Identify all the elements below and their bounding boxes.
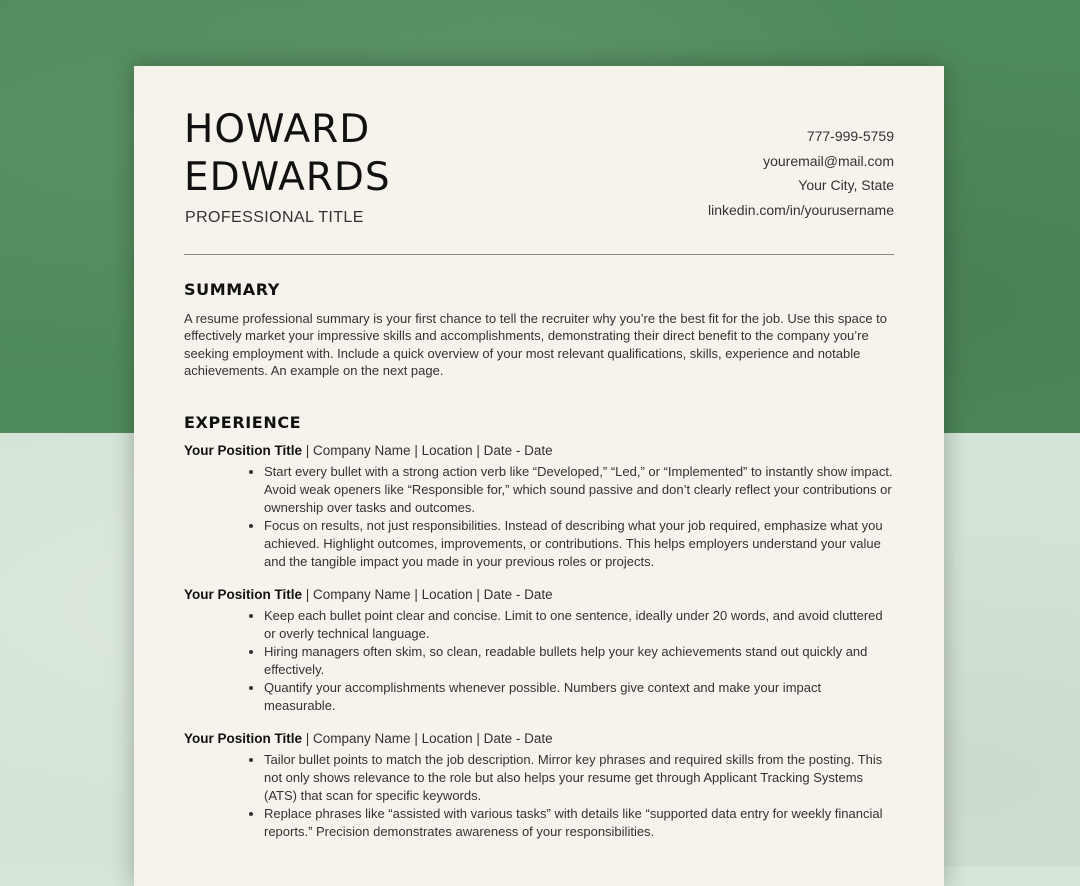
job-details: | Company Name | Location | Date - Date xyxy=(302,731,553,746)
job-details: | Company Name | Location | Date - Date xyxy=(302,587,553,602)
bullet-item: • Keep each bullet point clear and concise. Limit to one sentence, ideally under 20 words, and avoid cluttered or overly technical language. xyxy=(264,607,894,643)
job-header xyxy=(184,730,894,748)
position-title: Your Position Title xyxy=(184,443,303,458)
contact-email: youremail@mail.com xyxy=(763,152,894,169)
resume-page xyxy=(134,66,944,886)
bullet-item: • Start every bullet with a strong action verb like “Developed,” “Led,” or “Implemented” to instantly show impact. Avoid weak openers like “Responsible for,” which sound passive and don’t clearly reflect your contributions or ownership over tasks and outcomes. xyxy=(264,463,894,517)
experience-entry xyxy=(184,442,894,571)
bullet-list xyxy=(184,607,894,715)
first-name: HOWARD xyxy=(184,107,371,152)
last-name: EDWARDS xyxy=(184,155,391,200)
contact-block xyxy=(708,124,894,223)
experience-entry xyxy=(184,586,894,715)
job-header xyxy=(184,442,894,460)
summary-text: A resume professional summary is your first chance to tell the recruiter why you’re the best fit for the job. Use this space to effectively market your impressive skills and accomplishments, demonstrating their direct benefit to the company you’re seeking employment with. Include a quick overview of your most relevant qualifications, skills, experience and notable achievements. An example on the next page. xyxy=(184,311,888,378)
bullet-item: • Focus on results, not just responsibilities. Instead of describing what your job required, emphasize what you achieved. Highlight outcomes, improvements, or contributions. This helps employers understand your value and the tangible impact you made in your previous roles or projects. xyxy=(264,517,894,571)
summary-heading: SUMMARY xyxy=(184,280,280,299)
bullet-item: • Replace phrases like “assisted with various tasks” with details like “supported data entry for weekly financial reports.” Precision demonstrates awareness of your responsibilities. xyxy=(264,805,894,841)
professional-title: PROFESSIONAL TITLE xyxy=(185,209,364,226)
header-divider xyxy=(184,254,894,255)
bullet-item: • Hiring managers often skim, so clean, readable bullets help your key achievements stand out quickly and effectively. xyxy=(264,643,894,679)
bullet-item: • Tailor bullet points to match the job description. Mirror key phrases and required skills from the posting. This not only shows relevance to the role but also helps your resume get through Applicant Tracking Systems (ATS) that scan for specific keywords. xyxy=(264,751,894,805)
contact-phone: 777-999-5759 xyxy=(806,128,894,144)
contact-linkedin: linkedin.com/in/yourusername xyxy=(708,202,894,219)
position-title: Your Position Title xyxy=(184,731,303,746)
job-header xyxy=(184,586,894,604)
contact-location: Your City, State xyxy=(798,177,894,194)
position-title: Your Position Title xyxy=(184,587,303,602)
job-details: | Company Name | Location | Date - Date xyxy=(302,443,553,458)
experience-entry xyxy=(184,730,894,841)
applicant-name xyxy=(184,106,391,202)
experience-heading: EXPERIENCE xyxy=(184,413,302,432)
bullet-list xyxy=(184,463,894,571)
bullet-item: • Quantify your accomplishments whenever possible. Numbers give context and make your impact measurable. xyxy=(264,679,894,715)
bullet-list xyxy=(184,751,894,841)
